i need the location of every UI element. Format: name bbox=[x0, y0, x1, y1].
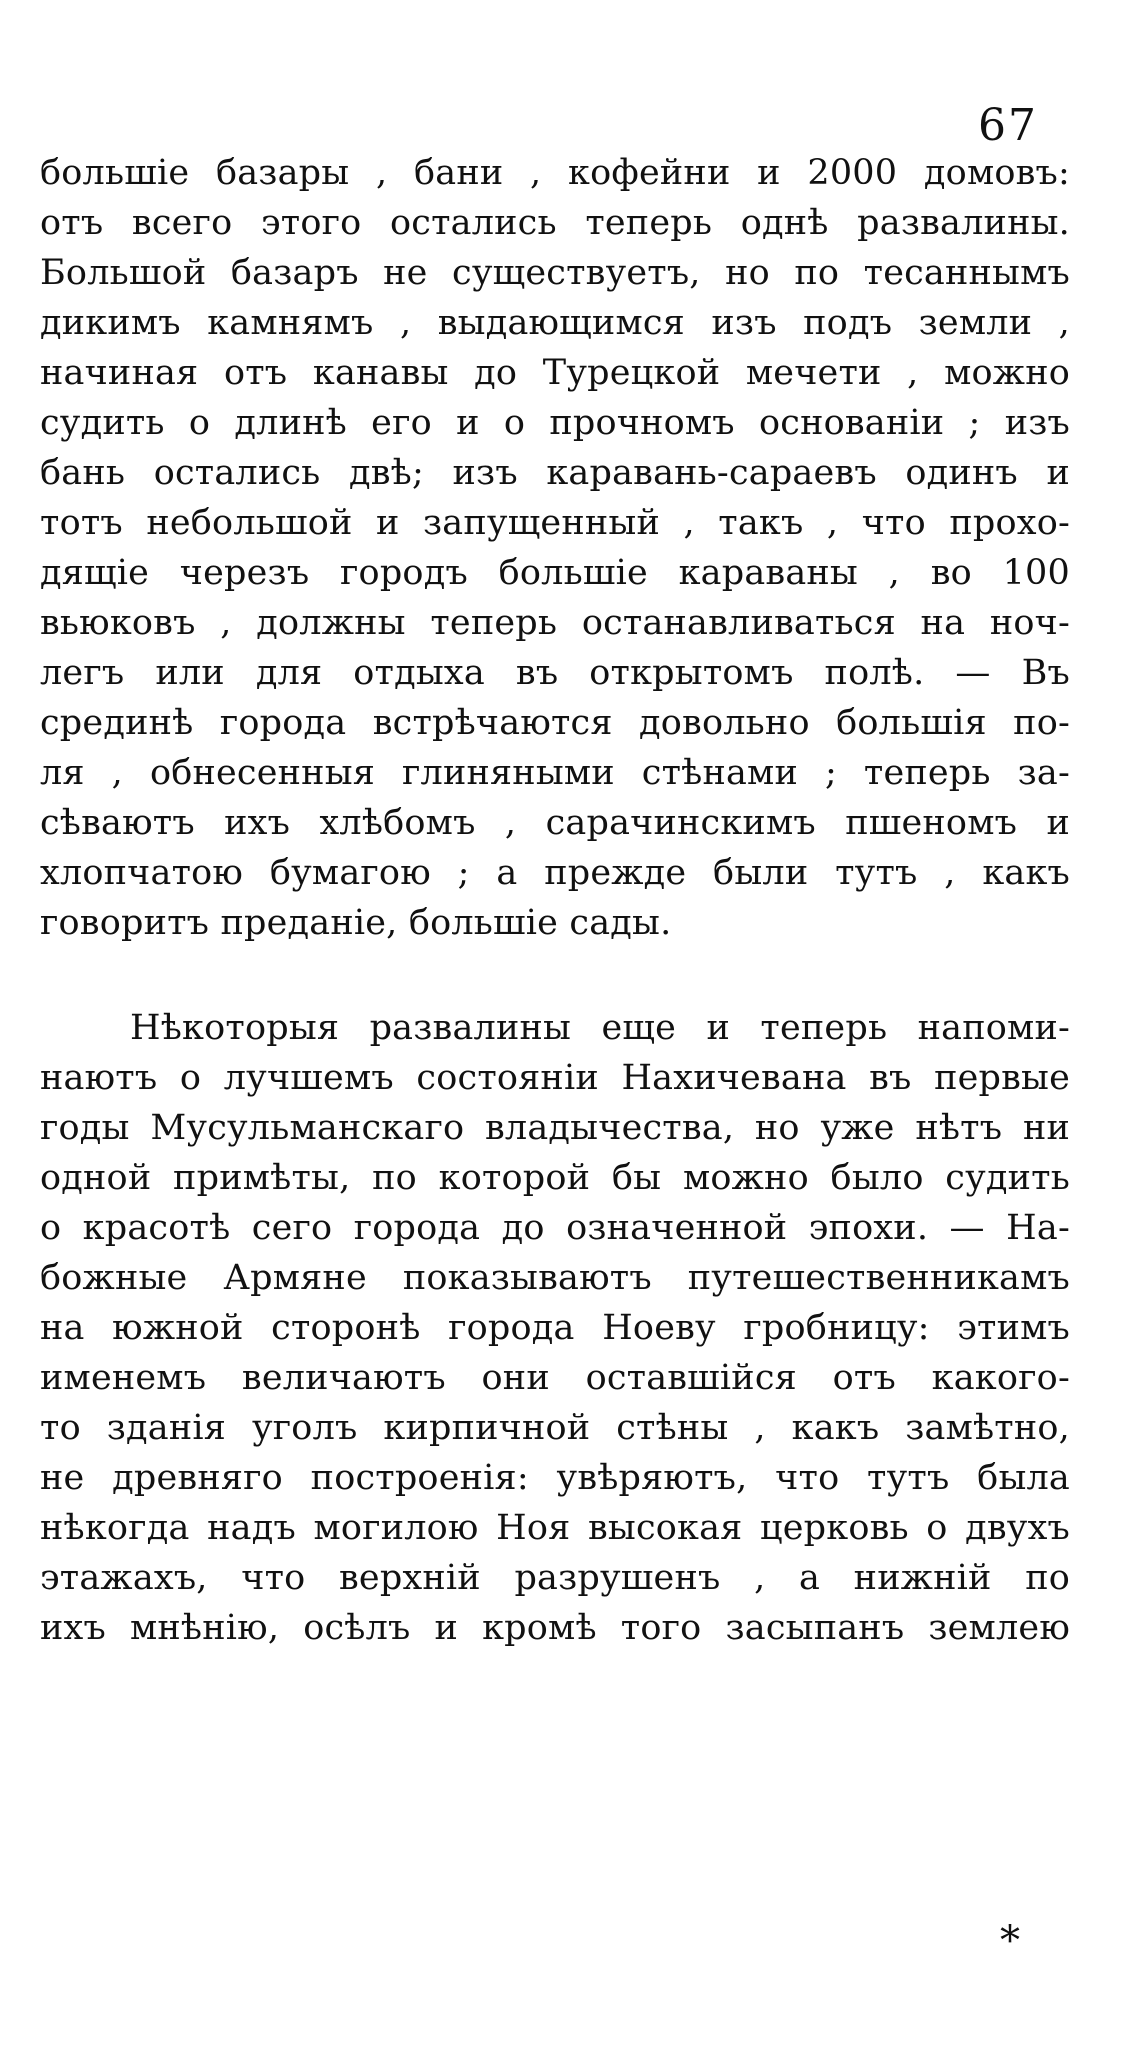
text-line: большіе базары , бани , кофейни и 2000 домовъ: bbox=[40, 153, 1070, 193]
text-line: дикимъ камнямъ , выдающимся изъ подъ земли , bbox=[40, 303, 1070, 343]
text-line: годы Мусульманскаго владычества, но уже нѣтъ ни bbox=[40, 1108, 1070, 1148]
text-line: тотъ небольшой и запущенный , такъ , что прохо- bbox=[40, 503, 1070, 543]
text-line: именемъ величаютъ они оставшійся отъ какого- bbox=[40, 1358, 1070, 1398]
text-line: легъ или для отдыха въ открытомъ полѣ. — Въ bbox=[40, 653, 1070, 693]
text-line: вьюковъ , должны теперь останавливаться на ноч- bbox=[40, 603, 1070, 643]
catchword: * bbox=[1000, 1918, 1020, 1964]
text-line: Нѣкоторыя развалины еще и теперь напоми- bbox=[130, 1008, 1070, 1048]
text-line: то зданія уголъ кирпичной стѣны , какъ замѣтно, bbox=[40, 1408, 1070, 1448]
text-line: Большой базаръ не существуетъ, но по тесаннымъ bbox=[40, 253, 1070, 293]
text-line: божные Армяне показываютъ путешественникамъ bbox=[40, 1258, 1070, 1298]
text-line: хлопчатою бумагою ; а прежде были тутъ , какъ bbox=[40, 853, 1070, 893]
text-line: дящіе черезъ городъ большіе караваны , во 100 bbox=[40, 553, 1070, 593]
text-line: наютъ о лучшемъ состояніи Нахичевана въ первые bbox=[40, 1058, 1070, 1098]
text-line: отъ всего этого остались теперь однѣ развалины. bbox=[40, 203, 1070, 243]
text-line: этажахъ, что верхній разрушенъ , а нижній по bbox=[40, 1558, 1070, 1598]
page-number: 67 bbox=[978, 100, 1038, 151]
text-line: на южной сторонѣ города Ноеву гробницу: этимъ bbox=[40, 1308, 1070, 1348]
text-line: судить о длинѣ его и о прочномъ основаніи ; изъ bbox=[40, 403, 1070, 443]
text-line: начиная отъ канавы до Турецкой мечети , можно bbox=[40, 353, 1070, 393]
text-line: нѣкогда надъ могилою Ноя высокая церковь о двухъ bbox=[40, 1508, 1070, 1548]
text-line: срединѣ города встрѣчаются довольно большія по- bbox=[40, 703, 1070, 743]
text-line: о красотѣ сего города до означенной эпохи. — На- bbox=[40, 1208, 1070, 1248]
text-line: ля , обнесенныя глиняными стѣнами ; теперь за- bbox=[40, 753, 1070, 793]
text-line: сѣваютъ ихъ хлѣбомъ , сарачинскимъ пшеномъ и bbox=[40, 803, 1070, 843]
text-line: не древняго построенія: увѣряютъ, что тутъ была bbox=[40, 1458, 1070, 1498]
text-line: одной примѣты, по которой бы можно было судить bbox=[40, 1158, 1070, 1198]
text-line: ихъ мнѣнію, осѣлъ и кромѣ того засыпанъ землею bbox=[40, 1608, 1070, 1648]
text-line: бань остались двѣ; изъ каравань-сараевъ одинъ и bbox=[40, 453, 1070, 493]
text-line: говоритъ преданіе, большіе сады. bbox=[40, 903, 672, 943]
